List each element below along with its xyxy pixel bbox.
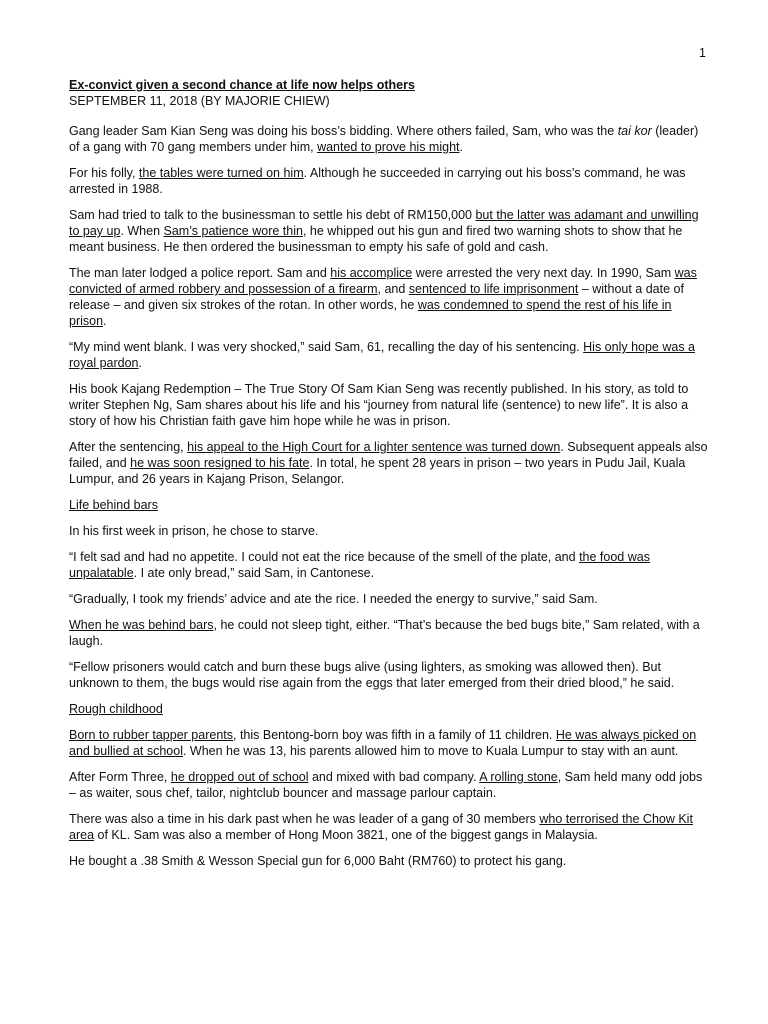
paragraph bbox=[69, 123, 711, 155]
underlined-phrase: When he was behind bars bbox=[69, 618, 214, 632]
text-run: After the sentencing, bbox=[69, 440, 188, 454]
text-run: . When bbox=[120, 224, 164, 238]
underlined-phrase: Sam’s patience wore thin bbox=[163, 224, 303, 238]
article-title: Ex-convict given a second chance at life now helps others bbox=[69, 78, 415, 92]
underlined-phrase: the tables were turned on him bbox=[138, 166, 304, 180]
underlined-phrase: he was soon resigned to his fate bbox=[130, 456, 310, 470]
text-run: , he whipped out his gun and fired two warning shots to show that he meant business. He then ordered the businessman to empty his safe of gold and cash. bbox=[69, 224, 683, 254]
underlined-phrase: His only hope was a royal pardon bbox=[69, 340, 696, 370]
text-run: . bbox=[459, 140, 463, 154]
paragraph bbox=[69, 659, 711, 691]
underlined-phrase: the food was unpalatable bbox=[69, 550, 650, 580]
underlined-phrase: was convicted of armed robbery and possession of a firearm bbox=[69, 266, 697, 296]
text-run: For his folly, bbox=[69, 166, 139, 180]
article-byline: SEPTEMBER 11, 2018 (BY MAJORIE CHIEW) bbox=[69, 94, 330, 108]
section-heading bbox=[69, 497, 711, 513]
underlined-phrase: He was always picked on and bullied at school bbox=[69, 728, 697, 758]
text-run: were arrested the very next day. In 1990, Sam bbox=[412, 266, 675, 280]
italic-phrase: tai kor bbox=[617, 124, 652, 138]
text-run: . bbox=[138, 356, 142, 370]
paragraph bbox=[69, 727, 711, 759]
text-run: (leader) of a gang with 70 gang members under him, bbox=[69, 124, 699, 154]
paragraph bbox=[69, 165, 711, 197]
underlined-phrase: Born to rubber tapper parents bbox=[69, 728, 233, 742]
text-run: In his first week in prison, he chose to starve. bbox=[69, 524, 319, 538]
text-run: The man later lodged a police report. Sam and bbox=[69, 266, 331, 280]
paragraph bbox=[69, 549, 711, 581]
text-run: of KL. Sam was also a member of Hong Moon 3821, one of the biggest gangs in Malaysia. bbox=[94, 828, 598, 842]
text-run: . Subsequent appeals also failed, and bbox=[69, 440, 708, 470]
text-run: He bought a .38 Smith & Wesson Special gun for 6,000 Baht (RM760) to protect his gang. bbox=[69, 854, 567, 868]
paragraph bbox=[69, 617, 711, 649]
text-run: “Fellow prisoners would catch and burn these bugs alive (using lighters, as smoking was allowed then). But unknown to them, the bugs would rise again from the eggs that later emerged from their dried blood,” he said. bbox=[69, 660, 675, 690]
text-run: His book Kajang Redemption – The True Story Of Sam Kian Seng was recently published. In his story, as told to writer Stephen Ng, Sam shares about his life and his “journey from natural life (sentence) to new life”. It is also a story of how his Christian faith gave him hope while he was in prison. bbox=[69, 382, 689, 428]
text-run: Gang leader Sam Kian Seng was doing his boss’s bidding. Where others failed, Sam, who was the bbox=[69, 124, 618, 138]
text-run: Life behind bars bbox=[69, 498, 158, 512]
text-run: – without a date of release – and given six strokes of the rotan. In other words, he bbox=[69, 282, 684, 312]
underlined-phrase: who terrorised the Chow Kit area bbox=[69, 812, 693, 842]
text-run: “Gradually, I took my friends’ advice and ate the rice. I needed the energy to survive,” said Sam. bbox=[69, 592, 598, 606]
paragraph bbox=[69, 853, 711, 869]
underlined-phrase: sentenced to life imprisonment bbox=[408, 282, 579, 296]
paragraph bbox=[69, 339, 711, 371]
text-run: . In total, he spent 28 years in prison – two years in Pudu Jail, Kuala Lumpur, and 26 years in Kajang Prison, Selangor. bbox=[69, 456, 686, 486]
text-run: Rough childhood bbox=[69, 702, 163, 716]
paragraph bbox=[69, 769, 711, 801]
paragraph bbox=[69, 811, 711, 843]
article-content bbox=[69, 123, 711, 869]
text-run: Sam had tried to talk to the businessman to settle his debt of RM150,000 bbox=[69, 208, 476, 222]
paragraph bbox=[69, 265, 711, 329]
text-run: . I ate only bread,” said Sam, in Cantonese. bbox=[133, 566, 375, 580]
paragraph bbox=[69, 207, 711, 255]
text-run: There was also a time in his dark past when he was leader of a gang of 30 members bbox=[69, 812, 540, 826]
underlined-phrase: was condemned to spend the rest of his life in prison bbox=[69, 298, 672, 328]
section-heading bbox=[69, 701, 711, 717]
page-number: 1 bbox=[699, 46, 706, 60]
text-run: and mixed with bad company. bbox=[308, 770, 480, 784]
paragraph bbox=[69, 439, 711, 487]
paragraph bbox=[69, 523, 711, 539]
underlined-phrase: he dropped out of school bbox=[170, 770, 309, 784]
underlined-phrase: A rolling stone bbox=[479, 770, 558, 784]
text-run: . bbox=[103, 314, 107, 328]
underlined-phrase: his accomplice bbox=[330, 266, 413, 280]
paragraph bbox=[69, 591, 711, 607]
text-run: . When he was 13, his parents allowed him to move to Kuala Lumpur to stay with an aunt. bbox=[182, 744, 679, 758]
document-body bbox=[69, 77, 711, 879]
underlined-phrase: but the latter was adamant and unwilling to pay up bbox=[69, 208, 699, 238]
text-run: “I felt sad and had no appetite. I could not eat the rice because of the smell of the plate, and bbox=[69, 550, 580, 564]
underlined-phrase: wanted to prove his might bbox=[317, 140, 460, 154]
text-run: , he could not sleep tight, either. “That’s because the bed bugs bite,” Sam related, with a laugh. bbox=[69, 618, 700, 648]
text-run: , this Bentong-born boy was fifth in a family of 11 children. bbox=[233, 728, 556, 742]
underlined-phrase: his appeal to the High Court for a lighter sentence was turned down bbox=[187, 440, 561, 454]
text-run: After Form Three, bbox=[69, 770, 171, 784]
text-run: . Although he succeeded in carrying out his boss’s command, he was arrested in 1988. bbox=[69, 166, 686, 196]
text-run: , and bbox=[377, 282, 409, 296]
paragraph bbox=[69, 381, 711, 429]
text-run: , Sam held many odd jobs – as waiter, sous chef, tailor, nightclub bouncer and massage parlour captain. bbox=[69, 770, 703, 800]
text-run: “My mind went blank. I was very shocked,” said Sam, 61, recalling the day of his sentencing. bbox=[69, 340, 584, 354]
